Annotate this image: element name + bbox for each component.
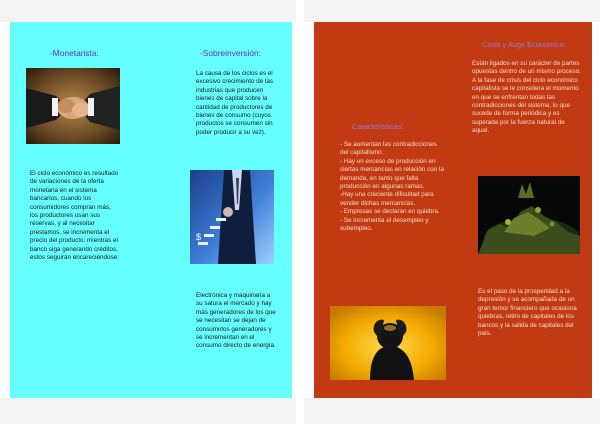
crisis-auge-heading: Crisis y Auge Económico:: [482, 40, 566, 49]
svg-text:$: $: [196, 232, 202, 242]
brochure-page-left: [0, 0, 296, 424]
sobreinversion-body: La causa de los ciclos es el excesivo crecimiento de las industrias que producen bienes de capital sobre la cantidad de productores de bienes de consumo (cuyos productos se consumen sin poder producir a su vez).: [196, 70, 273, 136]
monetarista-heading: -Monetarista:: [50, 48, 99, 58]
brochure-page-right: [304, 0, 600, 424]
stressed-man-image: [330, 306, 446, 380]
page-margin-top: [304, 0, 600, 22]
page-margin-bottom: [304, 398, 600, 424]
crisis-auge-body-2: Es el paso de la prosperidad a la depresión y se acompañada de un gran temor financiero que ocasiona quiebras, retiro de capitales de los bancos y la salida de capitales del país.: [478, 288, 577, 338]
sobreinversion-heading: -Sobreinversión:: [200, 48, 261, 58]
caracteristicas-heading: Características:: [352, 122, 404, 131]
businessman-chart-image: [190, 170, 274, 264]
page-margin-bottom: [0, 398, 296, 424]
caracteristicas-body: - Se aumentan las contradicciones del capitalismo. - Hay un exceso de producción en ciertas mercancías en relación con la demanda, en tanto que falta producción en algunas ramas. -Hay una creciente dificultad para vender dichas mercancías. - Empresas se declaran en quiebra. - Se incrementa el desempleo y subempleo.: [340, 141, 444, 233]
crisis-crowd-image: [478, 176, 580, 254]
sobreinversion-body-2: Electrónica y maquinaria a su satura el mercado y hay más generadores de los que se necesitan se dejan de consumirlos generadores y se incrementan en el consumo directo de energía.: [196, 292, 276, 350]
monetarista-body: El ciclo económico es resultado de variaciones de la oferta monetaria en el sistema bancarios, cuando los consumidores compran más, los productores usan sus reservas, y al necesitar prestamos, se incrementa el precio del producto; mientras el banco siga generando créditos, estos seguirán encareciéndose:: [30, 170, 119, 262]
handshake-image: [26, 68, 120, 144]
page-margin-top: [0, 0, 296, 22]
crisis-auge-body: Están ligados en su carácter de partes opuestas dentro de un mismo proceso. A la fase de crisis del ciclo económico capitalista se le considera el momento en que se enfrentan todas las contradicciones del sistema, lo que sucede de forma periódica y es superada por la fuerza natural de aquel.: [472, 60, 581, 135]
